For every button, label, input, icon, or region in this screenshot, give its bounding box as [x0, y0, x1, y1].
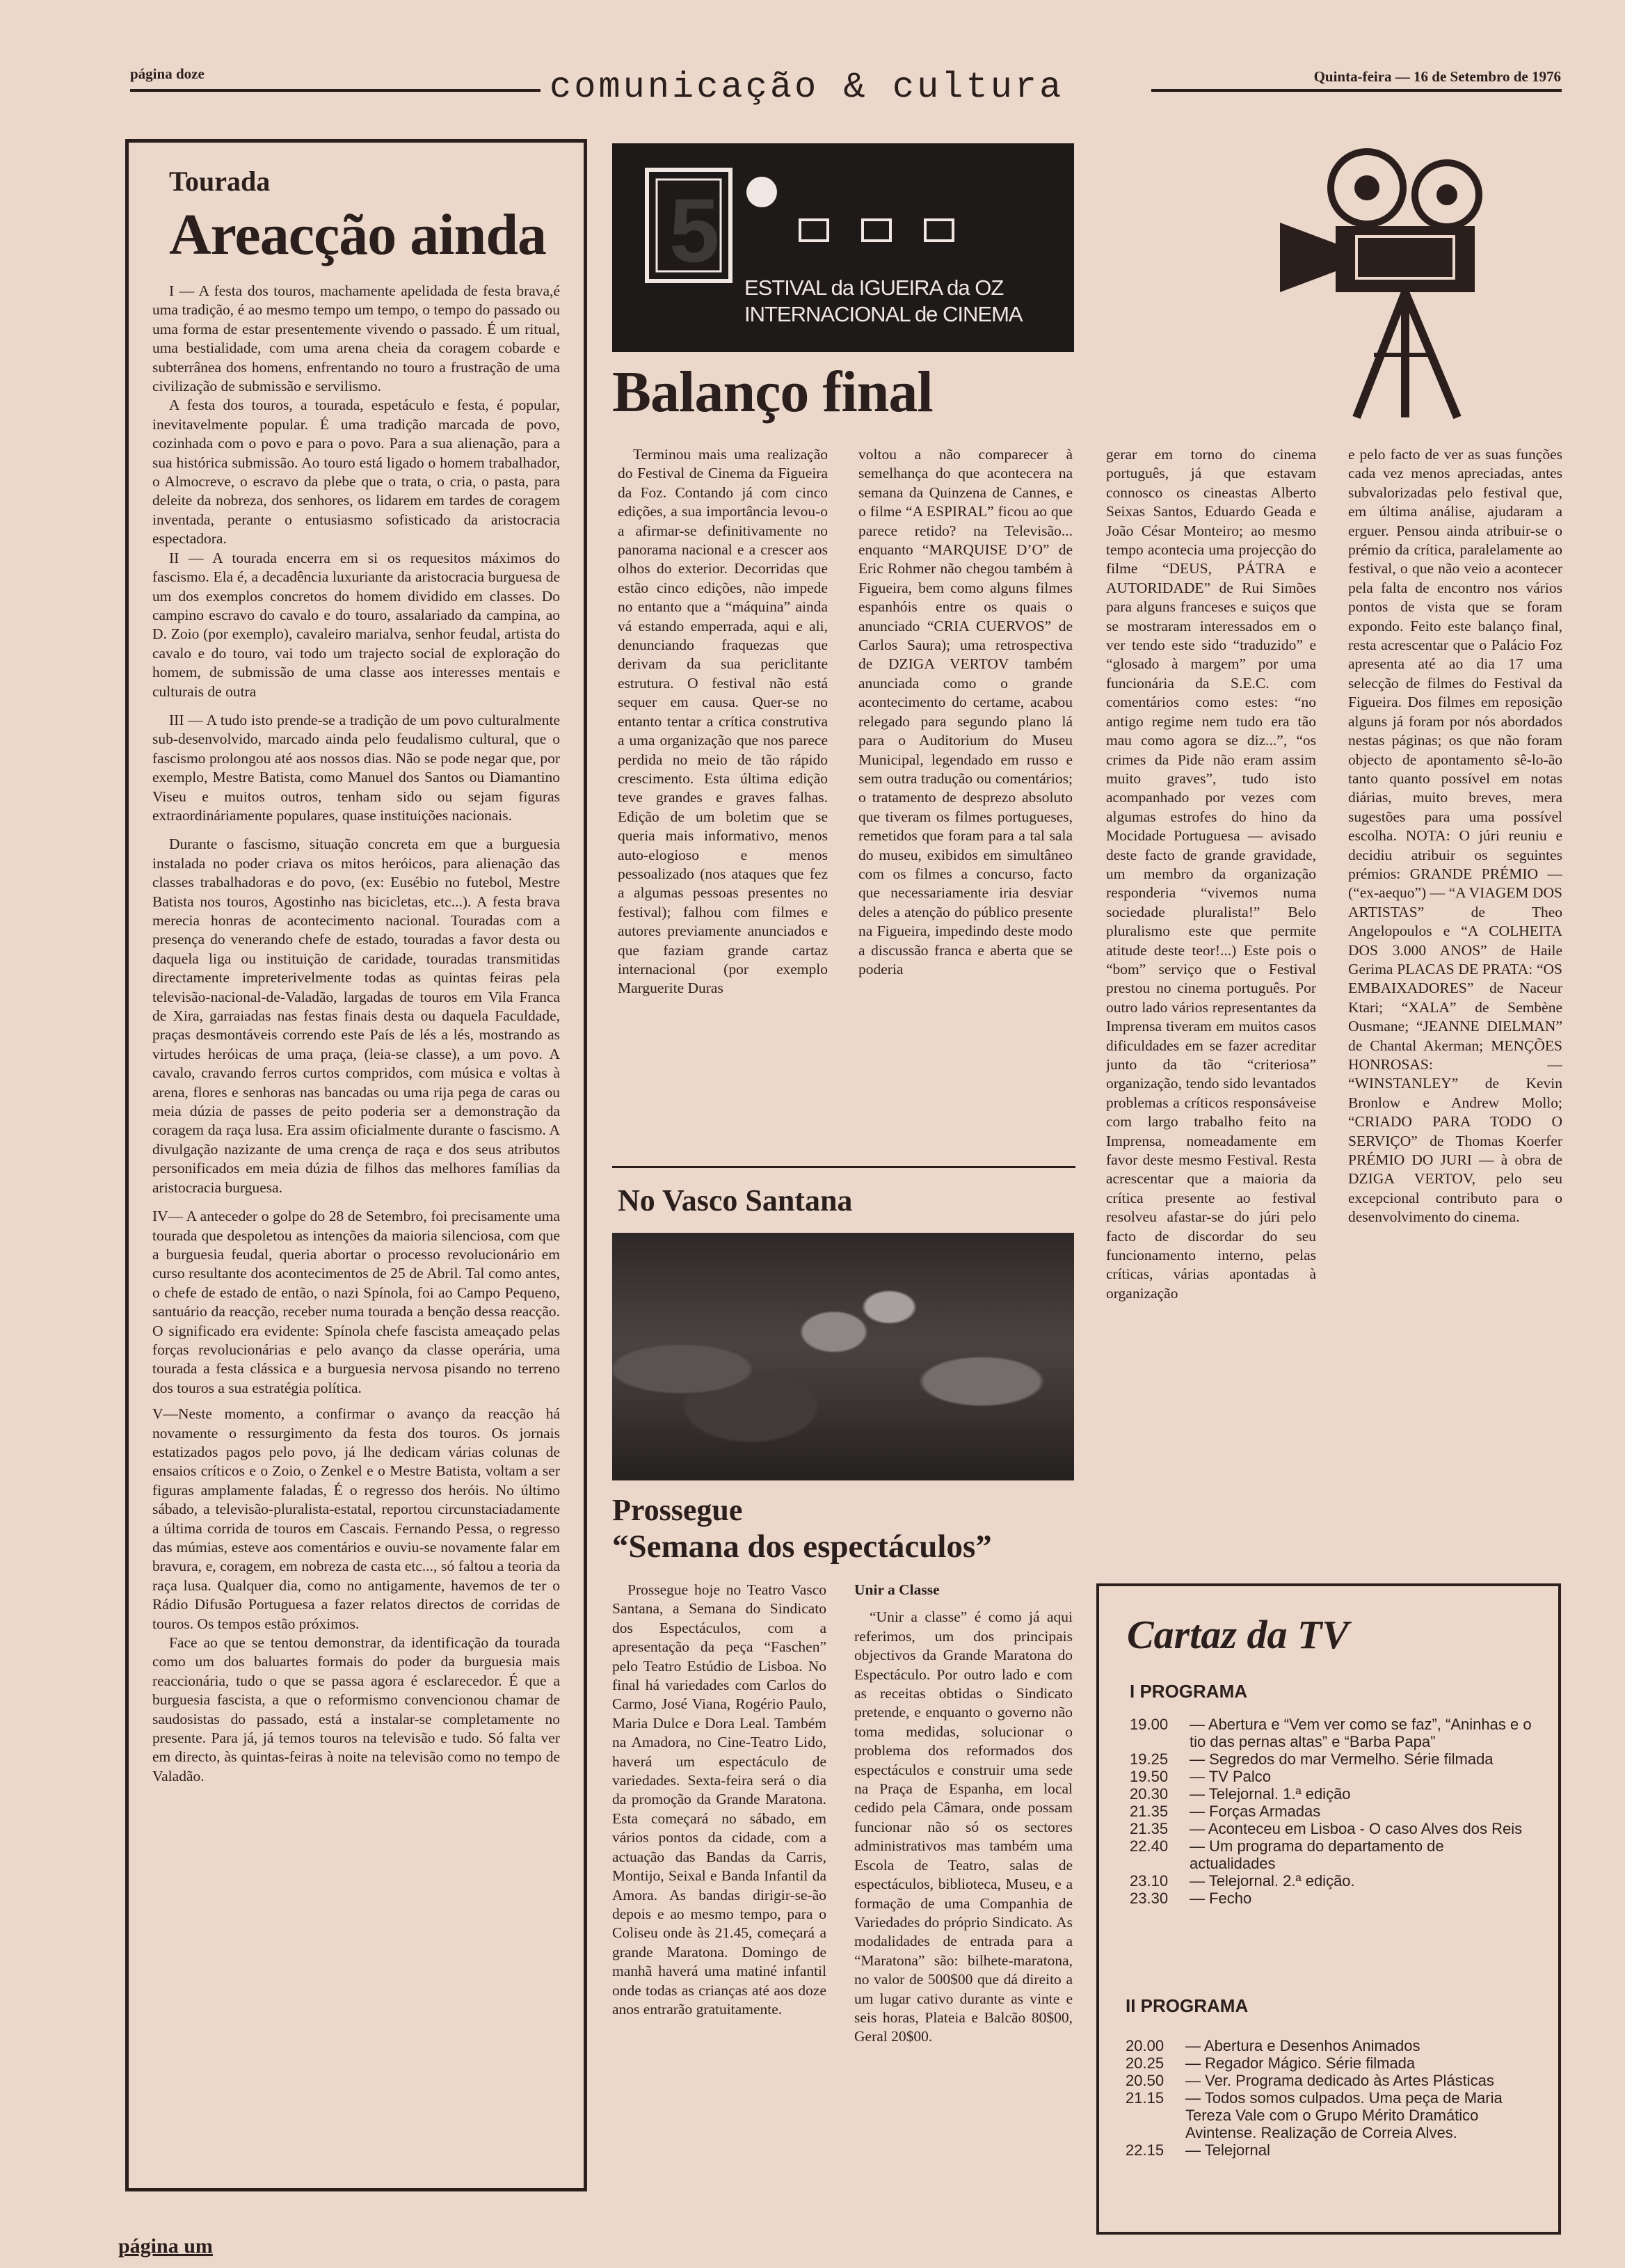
tv-listing-program: — Regador Mágico. Série filmada: [1185, 2054, 1416, 2072]
festival-name-line1: ESTIVAL da IGUEIRA da OZ: [744, 275, 1004, 300]
tv-listing-row: [1130, 1820, 1533, 1837]
tourada-paragraph: Durante o fascismo, situação concreta em que a burguesia instalada no poder criava os mitos heróicos, para alienação das classes trabalhadoras e do povo, (ex: Eusébio no futebol, Mestre Batista nos touros, Agostinho nas bicicletas, etc...). A festa brava merecia honras de acontecimento nacional. Touradas com a presença do venerando chefe de estado, touradas a favor desta ou daquela liga ou instituição de caridade, touradas transmitidas directamente impreterivelmente todas as quintas feiras pela televisão-nacional-de-Valadão, largadas de touros em Vila Franca de Xira, garraiadas nas festas finais desta ou daquela Faculdade, praças desmontáveis correndo este País de lés a lés, mostrando as virtudes heróicas de uma praça, (leia-se classe), a um povo. A cavalo, cravando ferros curtos compridos, com música e voltas à arena, flores e senhoras nas bancadas ou uma rija pega de caras ou meia dúzia de passes de peito poderia ser a demonstração da coragem da raça lusa. Era assim oficialmente durante o fascismo. A divulgação nazizante de uma crença de raça e dos seus atributos personificados em meia dúzia de filhos das melhores famílias da aristocracia burguesa.: [152, 836, 560, 1196]
tv-listing-row: [1126, 2089, 1533, 2141]
section-divider: [612, 1166, 1075, 1168]
tv-listing-row: [1130, 1872, 1533, 1890]
tv-listing-row: [1130, 1750, 1533, 1768]
balanco-column-text: Terminou mais uma realização do Festival de Cinema da Figueira da Foz. Contando já com cinco edições, a sua importância levou-o a afirmar-se definitivamente no panorama nacional e a crescer aos olhos do exterior. Decorridas que estão cinco edições, não impede no entanto que a “máquina” ainda vá estando emperrada, aqui e ali, denunciando fraquezas que derivam da sua periclitante estrutura. O festival não está sequer em causa. Quer-se no entanto tentar a crítica construtiva a uma organização que nos parece perdida no meio de tão rápido crescimento. Esta última edição teve grandes e graves falhas. Edição de um boletim que se queria mais informativo, menos auto-elogioso e menos pessoalizado (nos ataques que fez a algumas pessoas presentes no festival); falhou com filmes e autores previamente anunciados e que faziam grande cartaz internacional (por exemplo Marguerite Duras: [618, 446, 828, 997]
tv-listing-program: — TV Palco: [1190, 1768, 1271, 1785]
tv-listing-program: — Ver. Programa dedicado às Artes Plásticas: [1185, 2072, 1494, 2089]
tv-listing-program: — Telejornal. 1.ª edição: [1190, 1785, 1351, 1803]
tv-listing-program: — Todos somos culpados. Uma peça de Maria Tereza Vale com o Grupo Mérito Dramático Avintense. Realização de Correia Alves.: [1185, 2089, 1503, 2141]
film-camera-icon: [1259, 146, 1489, 424]
vasco-sub-kicker: Prossegue: [612, 1493, 743, 1527]
vasco-column-2: [854, 1581, 1073, 2228]
tv-listing-row: [1126, 2037, 1533, 2054]
tourada-paragraph: IV— A anteceder o golpe do 28 de Setembro, foi precisamente uma tourada que despoletou as intenções da maioria silenciosa, com que a burguesia feudal, queria abortar o processo revolucionário em curso resultante dos acontecimentos de 25 de Abril. Tal como antes, o chefe de estado de então, o nazi Spínola, foi ao Campo Pequeno, santuário da reacção, receber numa tourada a benção dessa reacção. O significado era evidente: Spínola chefe fascista ameaçado pelas forças revolucionárias e pelo avanço da classe operária, uma tourada a festa clássica e a burguesia nervosa pisando no terreno dos touros a sua estratégia política.: [152, 1208, 560, 1396]
tv-listing-time: 21.15: [1126, 2089, 1164, 2107]
tv-listing-time: 21.35: [1130, 1803, 1169, 1820]
footer-page-label: página um: [118, 2235, 213, 2258]
tv-listing-row: [1126, 2054, 1533, 2072]
tourada-headline: Areacção ainda: [169, 202, 547, 267]
theatre-photo: [612, 1233, 1074, 1480]
tv-listing-row: [1126, 2072, 1533, 2089]
tv-listing-program: — Forças Armadas: [1190, 1803, 1321, 1820]
tv-listing-time: 20.30: [1130, 1785, 1169, 1803]
page-number-label: página doze: [130, 65, 205, 82]
balanco-headline: Balanço final: [612, 360, 933, 424]
tv-listing-time: 23.10: [1130, 1872, 1169, 1890]
balanco-column-3: [1106, 445, 1316, 1574]
tv-programa1-list: [1130, 1716, 1533, 1907]
tourada-body: [152, 282, 560, 1786]
tourada-kicker: Tourada: [169, 166, 271, 197]
tv-listing-time: 22.40: [1130, 1837, 1169, 1855]
tourada-paragraph: V—Neste momento, a confirmar o avanço da reacção há novamente o ressurgimento da festa dos touros. Os jornais estatizados pagos pelo povo, já lhe dedicam várias colunas de ensaios críticos e o Zoio, o Zenkel e o Mestre Batista, voltam a ser figuras amplamente faladas, É o regresso dos heróis. No último sábado, a televisão-pluralista-estatal, reportou circunstaciadamente a última corrida de touros em Cascais. Fernando Pessa, o regresso das múmias, esteve aos comentários e ouviu-se novamente falar em bravura, e, coragem, em nobreza de casta etc..., só faltou a teoria da raça lusa. Qualquer dia, como no antigamente, havemos de ter o Rádio Difusão Portuguesa a fazer relatos directos de corridas de touros. Os tempos estão próximos.: [152, 1405, 560, 1632]
tv-listing-time: 19.50: [1130, 1768, 1169, 1785]
vasco-sub-headline: “Semana dos espectáculos”: [612, 1528, 992, 1565]
section-title: comunicação & cultura: [550, 67, 1064, 108]
balanco-column-1: [618, 445, 828, 1158]
tourada-paragraph: III — A tudo isto prende-se a tradição de um povo culturalmente sub-desenvolvido, marcado ainda pelo feudalismo cultural, que o fascismo prolongou até aos nossos dias. Não se pode negar que, por exemplo, Mestre Batista, como Manuel dos Santos ou Diamantino Viseu e muitos outros, tenham sido ou sejam figuras extraordináriamente populares, quase instituições nacionais.: [152, 711, 560, 824]
tourada-paragraph: II — A tourada encerra em si os requesitos máximos do fascismo. Ela é, a decadência luxuriante da aristocracia burguesa de um dos exemplos concretos do homem dividido em classes. Do campino escravo do cavalo e do touro, assalariado da campina, ao D. Zoio (por exemplo), cavaleiro marialva, senhor feudal, artista do cavalo e do touro, vai todo um trajecto social de exploração do homem, de submissão de uma classe aos interesses mentais e culturais de outra: [152, 549, 560, 700]
tv-programa2-label: II PROGRAMA: [1126, 1995, 1249, 2016]
tv-listing-row: [1130, 1803, 1533, 1820]
vasco-column-text: Prossegue hoje no Teatro Vasco Santana, a Semana do Sindicato dos Espectáculos, com a apresentação da peça “Faschen” pelo Teatro Estúdio de Lisboa. No final há variedades com Carlos do Carmo, José Viana, Rogério Paulo, Maria Dulce e Dora Leal. Também na Amadora, no Cine-Teatro Lido, haverá um espectáculo de variedades. Sexta-feira será o dia da promoção da Grande Maratona. Esta começará no sábado, em vários pontos da cidade, com a actuação das Bandas da Carris, Montijo, Seixal e Banda Infantil da Amora. As bandas dirigir-se-ão depois e ao mesmo tempo, para o Coliseu onde às 21.45, começará a grande Maratona. Domingo de manhã haverá uma matiné infantil onde todas as crianças até aos doze anos entrarão gratuitamente.: [612, 1581, 826, 2018]
balanco-column-2: [858, 445, 1073, 1158]
tv-listing-program: — Abertura e “Vem ver como se faz”, “Aninhas e o tio das pernas altas” e “Barba Papa”: [1190, 1716, 1532, 1750]
tv-listing-row: [1130, 1890, 1533, 1907]
balanco-column-text: voltou a não comparecer à semelhança do que acontecera na semana da Quinzena de Cannes, e o filme “A ESPIRAL” ficou ao que parece retido? na Televisão... enquanto “MARQUISE D’O” de Eric Rohmer não chegou também à Figueira, bem como alguns filmes espanhóis entre os quais o anunciado “CRIA CUERVOS” de Carlos Saura); uma retrospectiva de DZIGA VERTOV também anunciada como o grande acontecimento do certame, acabou relegado para segundo plano lá para o Auditorium do Museu Municipal, legendado em russo e sem outra tradução ou comentários; o tratamento de desprezo absoluto que tiveram os filmes portugueses, remetidos que foram para a tal sala do museu, exibidos em simultâneo com os filmes a concurso, facto que necessariamente iria desviar deles a atenção do público presente na Figueira, impedindo deste modo a discussão franca e aberta que se poderia: [858, 446, 1073, 977]
issue-date: Quinta-feira — 16 de Setembro de 1976: [1313, 68, 1561, 85]
vasco-title: No Vasco Santana: [618, 1183, 853, 1217]
header-rule-right: [1151, 89, 1562, 92]
tv-listing-row: [1130, 1785, 1533, 1803]
tv-listing-row: [1130, 1768, 1533, 1785]
balanco-column-4: [1348, 445, 1562, 1574]
tv-listing-program: — Segredos do mar Vermelho. Série filmada: [1190, 1750, 1494, 1768]
festival-edition-number: 5: [669, 179, 720, 281]
tv-listing-time: 20.25: [1126, 2054, 1164, 2072]
tv-listing-program: — Fecho: [1190, 1890, 1252, 1907]
tv-listing-time: 20.50: [1126, 2072, 1164, 2089]
balanco-column-text: e pelo facto de ver as suas funções cada vez menos apreciadas, antes subvalorizadas pelo festival que, em última análise, ajudaram a erguer. Pensou ainda atribuir-se o prémio da crítica, paralelamente ao festival, o que não veio a acontecer pela falta de encontro nos vários pontos de vista que se foram expondo. Feito este balanço final, resta acrescentar que o Palácio Foz apresenta até ao dia 17 uma selecção de filmes do Festival da Figueira. Dos filmes em reposição alguns já foram por nós abordados nestas páginas; os que não foram objecto de apontamento sê-lo-ão tanto quanto possível em notas diárias, muito breves, mera sugestões para uma possível escolha. NOTA: O júri reuniu e decidiu atribuir os seguintes prémios: GRANDE PRÉMIO — (“ex-aequo”) — “A VIAGEM DOS ARTISTAS” de Theo Angelopoulos e “A COLHEITA DOS 3.000 ANOS” de Haile Gerima PLACAS DE PRATA: “OS EMBAIXADORES” de Naceur Ktari; “XALA” de Sembène Ousmane; “JEANNE DIELMAN” de Chantal Akerman; MENÇÕES HONROSAS: — “WINSTANLEY” de Kevin Bronlow e Andrew Mollo; “CRIADO PARA TODO O SERVIÇO” de Thomas Koerfer PRÉMIO DO JURI — à obra de DZIGA VERTOV, pelo seu excepcional contributo para o desenvolvimento do cinema.: [1348, 446, 1562, 1226]
tv-listing-program: — Um programa do departamento de actualidades: [1190, 1837, 1444, 1872]
tv-listing-time: 21.35: [1130, 1820, 1169, 1837]
tv-listing-program: — Aconteceu em Lisboa - O caso Alves dos Reis: [1190, 1820, 1523, 1837]
tv-listings-box: [1096, 1583, 1561, 2235]
header-rule-left: [130, 89, 541, 92]
tv-listing-row: [1130, 1716, 1533, 1750]
festival-logo-banner: [612, 143, 1074, 352]
vasco-column-text: “Unir a classe” é como já aqui referimos, um dos principais objectivos da Grande Maratona do Espectáculo. Por outro lado e com as receitas obtidas o Sindicato pretende, e enquanto o governo não toma medidas, solucionar o problema dos reformados dos espectáculos e construir uma sede na Praça de Espanha, em local cedido pela Câmara, onde possam funcionar não só os sectores administrativos mas também uma Escola de Teatro, salas de espectáculos, biblioteca, Museu, e a formação de uma Companhia de Variedades do próprio Sindicato. As modalidades de entrada para a “Maratona” são: bilhete-maratona, no valor de 500$00 que dá direito a um lugar cativo durante as vinte e seis horas, Plateia e Balcão 80$00, Geral 20$00.: [854, 1608, 1073, 2045]
tourada-paragraph: A festa dos touros, a tourada, espetáculo e festa, é popular, inevitavelmente popular. É uma tradição marcada de povo, cozinhada com o povo e para o povo. Para a sua alienação, para a sua histórica submissão. Ao touro está ligado o homem trabalhador, o Almocreve, o escravo da plebe que o trata, o cria, o pasta, para deleite da nobreza, dos senhores, os lidarem em tardes de coragem inventada, perante o entusiasmo sofisticado da aristocracia espectadora.: [152, 397, 560, 548]
tv-listing-time: 22.15: [1126, 2141, 1164, 2159]
vasco-column-1: [612, 1581, 826, 2228]
tv-title: Cartaz da TV: [1127, 1612, 1350, 1657]
tourada-paragraph: I — A festa dos touros, machamente apelidada de festa brava,é uma tradição, é ao mesmo tempo um tempo, o tempo do passado ou uma forma de estar presentemente vivendo o passado. É um ritual, uma bestialidade, com uma arena cheia da coragem cobarde e subterrânea dos homens, enfrentando no touro a frustração de uma civilização de submissão e servilismo.: [152, 282, 560, 395]
balanco-column-text: gerar em torno do cinema português, já que estavam connosco os cineastas Alberto Seixas Santos, Eduardo Geada e João César Monteiro; ao mesmo tempo acontecia uma projecção do filme “DEUS, PÁTRA e AUTORIDADE” de Rui Simões para alguns franceses e suiços que se mostraram interessados em o ver tendo este sido “traduzido” e “glosado à margem” por uma funcionária da S.E.C. com comentários como estes: “no antigo regime nem tudo era tão mau como agora se diz...”, “os crimes da Pide não eram assim muito graves”, tudo isto acompanhado por vezes com algumas estrofes do hino da Mocidade Portuguesa — avisado deste facto de grande gravidade, um membro da organização responderia “vivemos numa sociedade pluralista!” Belo pluralismo este que permite atitude deste teor!...) Este pois o “bom” serviço que o Festival prestou no cinema português. Por outro lado vários representantes da Imprensa tiveram em muitos casos dificuldades em se fazer acreditar junto da tão “criteriosa” organização, tendo sido levantados problemas a críticos responsáveise com largo trabalho feito na Imprensa, nomeadamente em favor deste mesmo Festival. Resta acrescentar que a maioria da crítica presente ao festival resolveu afastar-se do júri pelo facto de discordar do seu funcionamento interno, pelas críticas, várias apontadas à organização: [1106, 446, 1316, 1302]
tv-listing-program: — Abertura e Desenhos Animados: [1185, 2037, 1420, 2054]
tv-listing-time: 23.30: [1130, 1890, 1169, 1907]
tv-programa2-list: [1126, 2037, 1533, 2159]
tv-listing-program: — Telejornal: [1185, 2141, 1270, 2159]
vasco-subheading: Unir a Classe: [854, 1581, 940, 1598]
tv-listing-program: — Telejornal. 2.ª edição.: [1190, 1872, 1355, 1890]
tv-listing-time: 19.25: [1130, 1750, 1169, 1768]
tv-listing-row: [1126, 2141, 1533, 2159]
tv-listing-row: [1130, 1837, 1533, 1872]
tv-listing-time: 19.00: [1130, 1716, 1169, 1733]
tv-programa1-label: I PROGRAMA: [1130, 1681, 1247, 1702]
festival-name-line2: INTERNACIONAL de CINEMA: [744, 302, 1023, 326]
tourada-paragraph: Face ao que se tentou demonstrar, da identificação da tourada como um dos baluartes formais do poder da burguesia mais reaccionária, tudo o que se passa agora é esclarecedor. É que a burguesia fascista, a que o reformismo convencionou chamar de saudosistas do passado, está a instalar-se completamente no presente. Para já, já temos touros na televisão e tudo. Só falta ver em directo, às quintas-feiras à noite na televisão como no tempo de Valadão.: [152, 1634, 560, 1784]
tv-listing-time: 20.00: [1126, 2037, 1164, 2054]
tourada-article-box: [125, 139, 587, 2191]
